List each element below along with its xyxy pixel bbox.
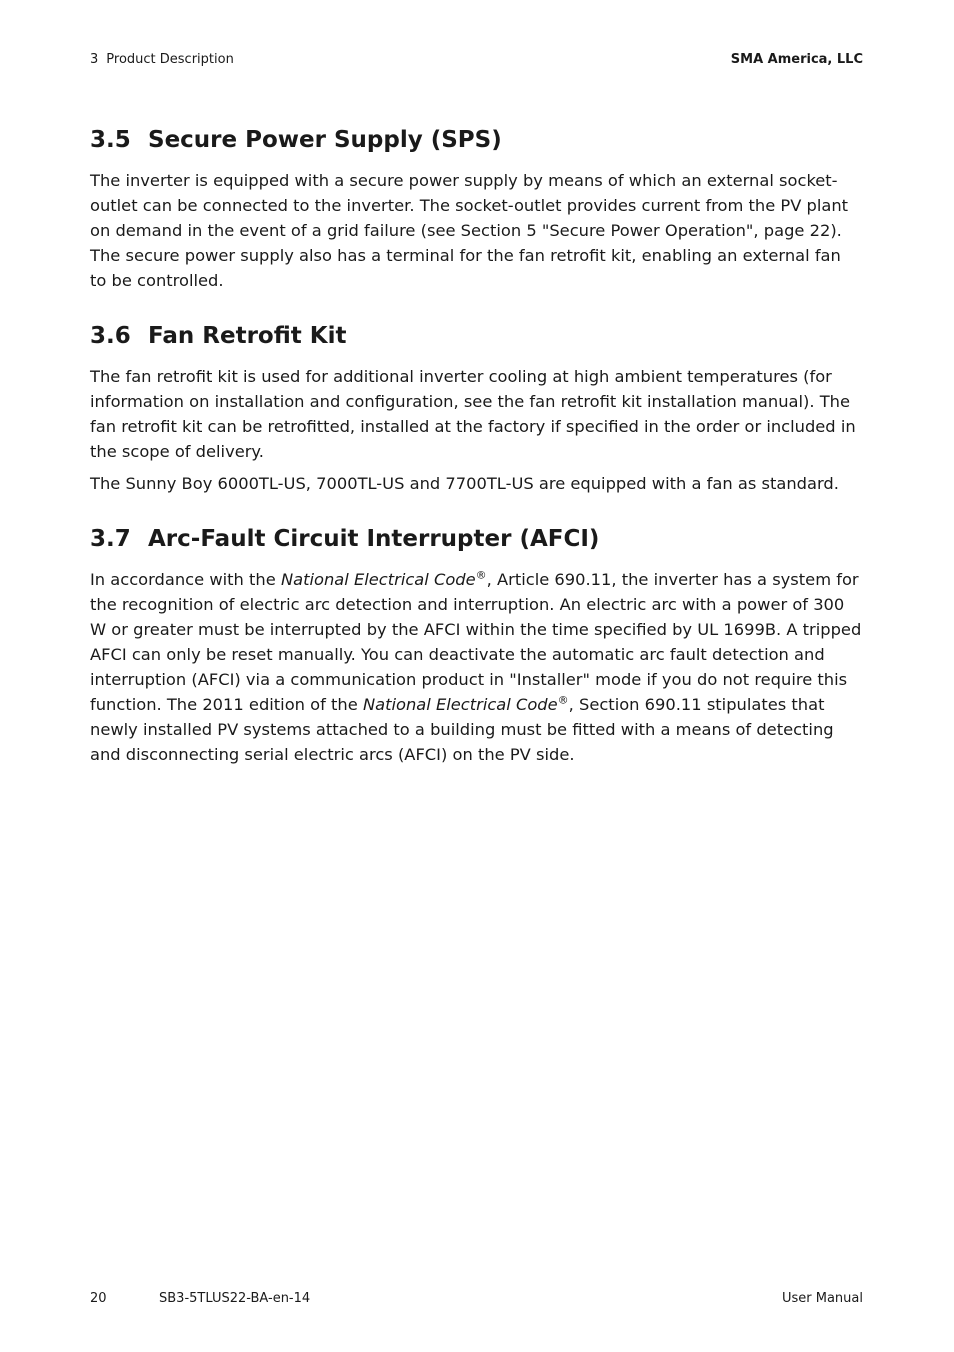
section-heading	[90, 320, 862, 352]
section-paragraph: The fan retrofit kit is used for additional inverter cooling at high ambient temperatures (for information on installation and configuration, see the fan retrofit kit installation manual). The fan retrofit kit can be retrofitted, installed at the factory if specified in the order or included in the scope of delivery.	[90, 367, 856, 461]
page-footer	[90, 1291, 863, 1311]
section-heading	[90, 523, 862, 555]
footer-manual-label: User Manual	[781, 1291, 863, 1306]
section-paragraph	[90, 567, 862, 767]
header-chapter-number: 3	[90, 51, 99, 67]
section-heading	[90, 124, 862, 156]
footer-document-code: SB3-5TLUS22-BA-en-14	[159, 1291, 311, 1306]
page-content	[90, 124, 862, 767]
section-number: 3.7	[90, 526, 131, 552]
code-name-italic: National Electrical Code	[280, 570, 476, 589]
section-arc-fault-circuit-interrupter	[90, 523, 862, 767]
text-run: , Article 690.11, the inverter has a system for the recognition of electric arc detection and interruption. An electric arc with a power of 300 W or greater must be interrupted by the AFCI within the time specified by UL 1699B. A tripped AFCI can only be reset manually. You can deactivate the automatic arc fault detection and interruption (AFCI) via a communication product in "Installer" mode if you do not require this function. The 2011 edition of the	[90, 570, 862, 714]
header-chapter	[90, 52, 234, 67]
header-company: SMA America, LLC	[730, 51, 863, 67]
section-number: 3.6	[90, 323, 131, 349]
header-chapter-title: Product Description	[106, 51, 234, 67]
section-title: Fan Retrofit Kit	[148, 323, 347, 349]
code-name-italic: National Electrical Code	[362, 695, 558, 714]
section-paragraph: The inverter is equipped with a secure power supply by means of which an external socket-outlet can be connected to the inverter. The socket-outlet provides current from the PV plant on demand in the event of a grid failure (see Section 5 "Secure Power Operation", page 22). The secure power supply also has a terminal for the fan retrofit kit, enabling an external fan to be controlled.	[90, 171, 849, 290]
section-secure-power-supply	[90, 124, 862, 293]
text-run: In accordance with the	[90, 570, 281, 589]
registered-mark: ®	[475, 568, 487, 582]
section-number: 3.5	[90, 127, 131, 153]
section-fan-retrofit-kit	[90, 320, 862, 496]
registered-mark: ®	[557, 693, 569, 707]
section-title: Arc-Fault Circuit Interrupter (AFCI)	[148, 526, 600, 552]
footer-page-number: 20	[90, 1291, 107, 1306]
section-paragraph: The Sunny Boy 6000TL-US, 7000TL-US and 7700TL-US are equipped with a fan as standard.	[90, 474, 839, 493]
section-title: Secure Power Supply (SPS)	[148, 127, 502, 153]
page-header	[90, 49, 863, 69]
text-run: , Section 690.11 stipulates that newly installed PV systems attached to a building must be fitted with a means of detecting and disconnecting serial electric arcs (AFCI) on the PV side.	[90, 695, 834, 764]
